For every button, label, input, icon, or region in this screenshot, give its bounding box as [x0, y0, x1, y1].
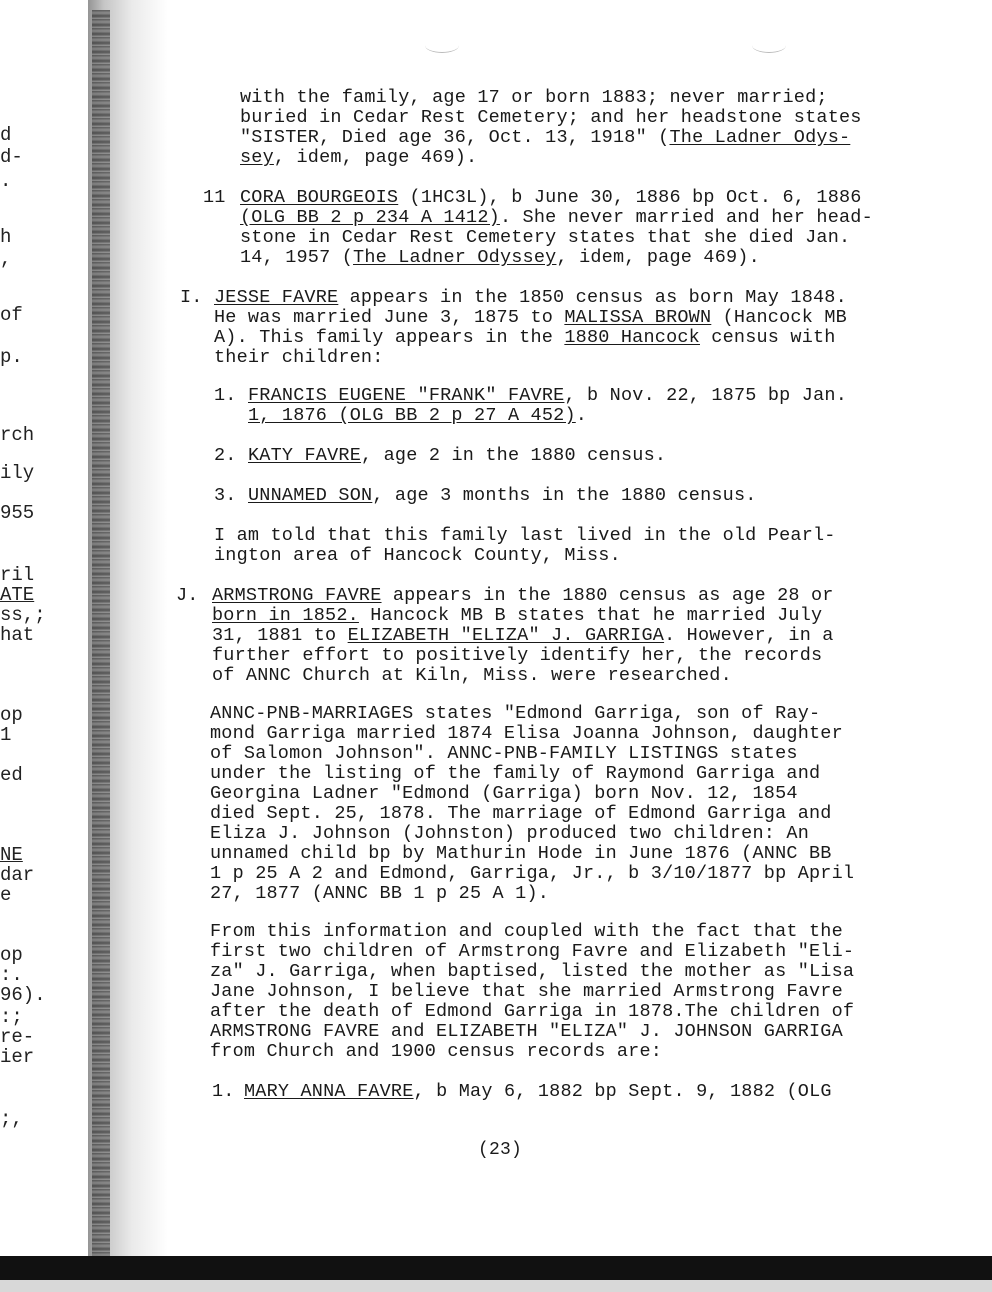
margin-fragment: 1 — [0, 724, 12, 746]
text-line: of ANNC Church at Kiln, Miss. were researched. — [212, 665, 732, 686]
text-line: ington area of Hancock County, Miss. — [214, 545, 621, 566]
text-line: ARMSTRONG FAVRE appears in the 1880 census as age 28 or — [212, 585, 834, 606]
person-name: FRANCIS EUGENE "FRANK" FAVRE — [248, 385, 565, 406]
margin-fragment: op — [0, 704, 23, 726]
text-line: unnamed child bp by Mathurin Hode in June 1876 (ANNC BB — [210, 843, 832, 864]
binding-edge — [92, 10, 110, 1265]
person-name: JESSE FAVRE — [214, 287, 339, 308]
margin-fragment: d — [0, 124, 12, 146]
text-line: died Sept. 25, 1878. The marriage of Edmond Garriga and — [210, 803, 832, 824]
text-line: UNNAMED SON, age 3 months in the 1880 census. — [248, 485, 757, 506]
list-number: 3. — [214, 485, 237, 506]
margin-fragment: d- — [0, 146, 23, 168]
text-line: KATY FAVRE, age 2 in the 1880 census. — [248, 445, 667, 466]
margin-fragment: 955 — [0, 502, 35, 524]
punch-mark — [425, 38, 459, 53]
section-letter: J. — [176, 585, 199, 606]
text-line: Jane Johnson, I believe that she married Armstrong Favre — [210, 981, 843, 1002]
text-line: further effort to positively identify her, the records — [212, 645, 823, 666]
margin-fragment: op — [0, 944, 23, 966]
text-line: 1 p 25 A 2 and Edmond, Garriga, Jr., b 3/10/1877 bp April — [210, 863, 855, 884]
margin-fragment: of — [0, 304, 23, 326]
text-line: "SISTER, Died age 36, Oct. 13, 1918" (The Ladner Odys- — [240, 127, 851, 148]
scan-bottom-margin — [0, 1280, 992, 1292]
text-line: Georgina Ladner "Edmond (Garriga) born Nov. 12, 1854 — [210, 783, 798, 804]
margin-fragment: ;, — [0, 1108, 23, 1130]
text-line: za" J. Garriga, when baptised, listed the mother as "Lisa — [210, 961, 855, 982]
margin-fragment: re- — [0, 1026, 35, 1048]
text-line: A). This family appears in the 1880 Hancock census with — [214, 327, 836, 348]
person-name: ARMSTRONG FAVRE — [212, 585, 382, 606]
text-line: Eliza J. Johnson (Johnston) produced two children: An — [210, 823, 809, 844]
text-line: ARMSTRONG FAVRE and ELIZABETH "ELIZA" J. JOHNSON GARRIGA — [210, 1021, 843, 1042]
margin-fragment: ss,; — [0, 604, 46, 626]
text-line: buried in Cedar Rest Cemetery; and her headstone states — [240, 107, 862, 128]
punch-mark — [752, 38, 786, 53]
margin-fragment: rch — [0, 424, 35, 446]
text-line: FRANCIS EUGENE "FRANK" FAVRE, b Nov. 22, 1875 bp Jan. — [248, 385, 847, 406]
margin-fragment: , — [0, 248, 12, 270]
margin-fragment: dar — [0, 864, 35, 886]
text-line: (OLG BB 2 p 234 A 1412). She never married and her head- — [240, 207, 873, 228]
page-number: (23) — [478, 1140, 523, 1160]
text-line: born in 1852. Hancock MB B states that he married July — [212, 605, 823, 626]
margin-fragment: ATE — [0, 584, 35, 606]
text-line: 14, 1957 (The Ladner Odyssey, idem, page 469). — [240, 247, 760, 268]
margin-fragment: h — [0, 226, 12, 248]
list-number: 2. — [214, 445, 237, 466]
text-line: From this information and coupled with the fact that the — [210, 921, 843, 942]
margin-fragment: :; — [0, 1006, 23, 1028]
scan-bottom-edge — [0, 1256, 992, 1280]
person-name: CORA BOURGEOIS — [240, 187, 399, 208]
margin-fragment: . — [0, 170, 12, 192]
text-line: He was married June 3, 1875 to MALISSA BROWN (Hancock MB — [214, 307, 847, 328]
margin-fragment: e — [0, 884, 12, 906]
text-line: stone in Cedar Rest Cemetery states that she died Jan. — [240, 227, 851, 248]
text-line: MARY ANNA FAVRE, b May 6, 1882 bp Sept. 9, 1882 (OLG — [244, 1081, 832, 1102]
text-line: 31, 1881 to ELIZABETH "ELIZA" J. GARRIGA. However, in a — [212, 625, 834, 646]
text-line: with the family, age 17 or born 1883; never married; — [240, 87, 828, 108]
margin-fragment: NE — [0, 844, 23, 866]
margin-fragment: p. — [0, 346, 23, 368]
margin-fragment: 96). — [0, 984, 46, 1006]
text-line: sey, idem, page 469). — [240, 147, 478, 168]
text-line: JESSE FAVRE appears in the 1850 census as born May 1848. — [214, 287, 847, 308]
list-number: 1. — [212, 1081, 235, 1102]
entry-number: 11 — [203, 187, 226, 208]
section-letter: I. — [180, 287, 203, 308]
text-line: 27, 1877 (ANNC BB 1 p 25 A 1). — [210, 883, 550, 904]
text-line: 1, 1876 (OLG BB 2 p 27 A 452). — [248, 405, 588, 426]
margin-fragment: ed — [0, 764, 23, 786]
text-line: ANNC-PNB-MARRIAGES states "Edmond Garriga, son of Ray- — [210, 703, 821, 724]
text-line: under the listing of the family of Raymond Garriga and — [210, 763, 821, 784]
text-line: mond Garriga married 1874 Elisa Joanna Johnson, daughter — [210, 723, 843, 744]
text-line: from Church and 1900 census records are: — [210, 1041, 663, 1062]
text-line: CORA BOURGEOIS (1HC3L), b June 30, 1886 bp Oct. 6, 1886 — [240, 187, 862, 208]
text-line: I am told that this family last lived in the old Pearl- — [214, 525, 836, 546]
text-line: of Salomon Johnson". ANNC-PNB-FAMILY LISTINGS states — [210, 743, 798, 764]
text-line: first two children of Armstrong Favre and Elizabeth "Eli- — [210, 941, 855, 962]
margin-fragment: ril — [0, 564, 35, 586]
margin-fragment: ily — [0, 462, 35, 484]
person-name: KATY FAVRE — [248, 445, 362, 466]
person-name: MARY ANNA FAVRE — [244, 1081, 414, 1102]
margin-fragment: ier — [0, 1046, 35, 1068]
margin-fragment: :. — [0, 964, 23, 986]
person-name: UNNAMED SON — [248, 485, 373, 506]
margin-fragment: hat — [0, 624, 35, 646]
text-line: after the death of Edmond Garriga in 1878.The children of — [210, 1001, 855, 1022]
text-line: their children: — [214, 347, 384, 368]
list-number: 1. — [214, 385, 237, 406]
